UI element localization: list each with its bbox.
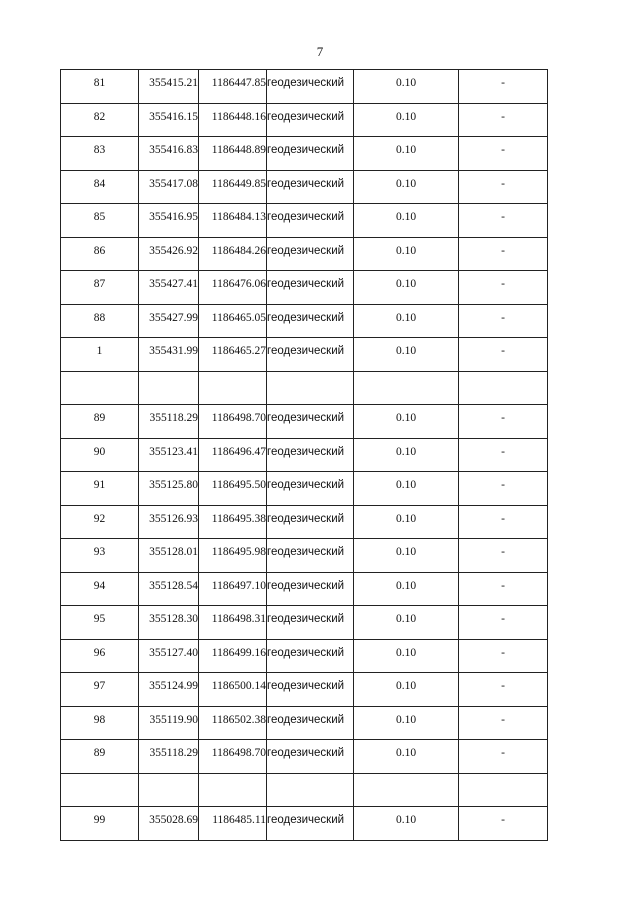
table-row (61, 237, 548, 271)
point-number-cell: 81 (61, 70, 139, 104)
table-row (61, 405, 548, 439)
x-coordinate-cell: 355128.54 (139, 572, 199, 606)
point-number-cell: 84 (61, 170, 139, 204)
point-number-cell: 90 (61, 438, 139, 472)
description-cell: - (459, 103, 548, 137)
x-coordinate-cell: 355128.30 (139, 606, 199, 640)
y-coordinate-cell: 1186484.13 (199, 204, 267, 238)
method-cell: геодезический (267, 539, 354, 573)
point-number-cell: 82 (61, 103, 139, 137)
description-cell: - (459, 204, 548, 238)
point-number-cell: 98 (61, 706, 139, 740)
accuracy-cell: 0.10 (354, 807, 459, 841)
accuracy-cell: 0.10 (354, 70, 459, 104)
y-coordinate-cell: 1186495.98 (199, 539, 267, 573)
method-cell: геодезический (267, 170, 354, 204)
description-cell: - (459, 706, 548, 740)
table-row (61, 204, 548, 238)
coordinates-table (60, 69, 548, 841)
table-row (61, 807, 548, 841)
point-number-cell: 93 (61, 539, 139, 573)
description-cell: - (459, 237, 548, 271)
x-coordinate-cell: 355127.40 (139, 639, 199, 673)
method-cell: геодезический (267, 606, 354, 640)
y-coordinate-cell: 1186500.14 (199, 673, 267, 707)
description-cell: - (459, 673, 548, 707)
y-coordinate-cell: 1186497.10 (199, 572, 267, 606)
x-coordinate-cell: 355118.29 (139, 405, 199, 439)
table-row (61, 539, 548, 573)
description-cell: - (459, 740, 548, 774)
method-cell: геодезический (267, 438, 354, 472)
accuracy-cell: 0.10 (354, 639, 459, 673)
y-coordinate-cell: 1186448.16 (199, 103, 267, 137)
table-row (61, 304, 548, 338)
description-cell: - (459, 807, 548, 841)
point-number-cell: 95 (61, 606, 139, 640)
accuracy-cell: 0.10 (354, 572, 459, 606)
table-row (61, 472, 548, 506)
table-row (61, 170, 548, 204)
y-coordinate-cell: 1186465.05 (199, 304, 267, 338)
y-coordinate-cell: 1186498.70 (199, 405, 267, 439)
y-coordinate-cell: 1186495.50 (199, 472, 267, 506)
table-row (61, 438, 548, 472)
x-coordinate-cell: 355417.08 (139, 170, 199, 204)
table-row (61, 338, 548, 372)
point-number-cell: 94 (61, 572, 139, 606)
description-cell: - (459, 572, 548, 606)
accuracy-cell (354, 773, 459, 807)
method-cell: геодезический (267, 271, 354, 305)
table-row (61, 673, 548, 707)
y-coordinate-cell: 1186498.31 (199, 606, 267, 640)
accuracy-cell: 0.10 (354, 204, 459, 238)
description-cell: - (459, 639, 548, 673)
method-cell: геодезический (267, 740, 354, 774)
table-row (61, 706, 548, 740)
table-row (61, 639, 548, 673)
x-coordinate-cell: 355416.15 (139, 103, 199, 137)
method-cell (267, 773, 354, 807)
x-coordinate-cell (139, 371, 199, 405)
point-number-cell: 89 (61, 740, 139, 774)
y-coordinate-cell: 1186496.47 (199, 438, 267, 472)
x-coordinate-cell: 355426.92 (139, 237, 199, 271)
y-coordinate-cell: 1186448.89 (199, 137, 267, 171)
table-row (61, 773, 548, 807)
x-coordinate-cell: 355124.99 (139, 673, 199, 707)
x-coordinate-cell: 355427.41 (139, 271, 199, 305)
y-coordinate-cell: 1186498.70 (199, 740, 267, 774)
x-coordinate-cell: 355416.95 (139, 204, 199, 238)
method-cell: геодезический (267, 472, 354, 506)
accuracy-cell: 0.10 (354, 472, 459, 506)
description-cell: - (459, 405, 548, 439)
method-cell: геодезический (267, 505, 354, 539)
accuracy-cell: 0.10 (354, 505, 459, 539)
accuracy-cell: 0.10 (354, 170, 459, 204)
x-coordinate-cell: 355126.93 (139, 505, 199, 539)
accuracy-cell: 0.10 (354, 673, 459, 707)
method-cell: геодезический (267, 706, 354, 740)
x-coordinate-cell: 355416.83 (139, 137, 199, 171)
y-coordinate-cell: 1186447.85 (199, 70, 267, 104)
accuracy-cell: 0.10 (354, 706, 459, 740)
method-cell: геодезический (267, 304, 354, 338)
coordinates-table-body (61, 70, 548, 841)
point-number-cell (61, 371, 139, 405)
accuracy-cell: 0.10 (354, 405, 459, 439)
description-cell: - (459, 137, 548, 171)
point-number-cell: 92 (61, 505, 139, 539)
accuracy-cell: 0.10 (354, 539, 459, 573)
x-coordinate-cell: 355028.69 (139, 807, 199, 841)
accuracy-cell: 0.10 (354, 606, 459, 640)
accuracy-cell: 0.10 (354, 304, 459, 338)
point-number-cell: 97 (61, 673, 139, 707)
point-number-cell: 96 (61, 639, 139, 673)
accuracy-cell: 0.10 (354, 740, 459, 774)
y-coordinate-cell: 1186465.27 (199, 338, 267, 372)
method-cell: геодезический (267, 204, 354, 238)
description-cell: - (459, 606, 548, 640)
table-row (61, 271, 548, 305)
description-cell: - (459, 438, 548, 472)
method-cell: геодезический (267, 338, 354, 372)
method-cell: геодезический (267, 807, 354, 841)
accuracy-cell (354, 371, 459, 405)
x-coordinate-cell: 355119.90 (139, 706, 199, 740)
method-cell: геодезический (267, 572, 354, 606)
x-coordinate-cell: 355427.99 (139, 304, 199, 338)
accuracy-cell: 0.10 (354, 237, 459, 271)
point-number-cell: 86 (61, 237, 139, 271)
y-coordinate-cell: 1186485.11 (199, 807, 267, 841)
table-row (61, 103, 548, 137)
accuracy-cell: 0.10 (354, 137, 459, 171)
point-number-cell: 83 (61, 137, 139, 171)
method-cell: геодезический (267, 639, 354, 673)
point-number-cell: 99 (61, 807, 139, 841)
accuracy-cell: 0.10 (354, 271, 459, 305)
method-cell: геодезический (267, 70, 354, 104)
y-coordinate-cell: 1186495.38 (199, 505, 267, 539)
table-row (61, 740, 548, 774)
y-coordinate-cell: 1186499.16 (199, 639, 267, 673)
description-cell: - (459, 338, 548, 372)
page-number: 7 (316, 44, 324, 59)
point-number-cell (61, 773, 139, 807)
x-coordinate-cell (139, 773, 199, 807)
x-coordinate-cell: 355431.99 (139, 338, 199, 372)
accuracy-cell: 0.10 (354, 103, 459, 137)
accuracy-cell: 0.10 (354, 338, 459, 372)
point-number-cell: 89 (61, 405, 139, 439)
point-number-cell: 85 (61, 204, 139, 238)
y-coordinate-cell: 1186476.06 (199, 271, 267, 305)
description-cell: - (459, 271, 548, 305)
y-coordinate-cell: 1186484.26 (199, 237, 267, 271)
point-number-cell: 88 (61, 304, 139, 338)
table-row (61, 572, 548, 606)
description-cell (459, 773, 548, 807)
table-row (61, 371, 548, 405)
method-cell: геодезический (267, 103, 354, 137)
method-cell: геодезический (267, 137, 354, 171)
y-coordinate-cell: 1186502.38 (199, 706, 267, 740)
y-coordinate-cell: 1186449.85 (199, 170, 267, 204)
description-cell: - (459, 170, 548, 204)
description-cell: - (459, 304, 548, 338)
y-coordinate-cell (199, 773, 267, 807)
table-row (61, 505, 548, 539)
table-row (61, 70, 548, 104)
description-cell: - (459, 472, 548, 506)
description-cell: - (459, 70, 548, 104)
y-coordinate-cell (199, 371, 267, 405)
point-number-cell: 1 (61, 338, 139, 372)
method-cell: геодезический (267, 405, 354, 439)
description-cell: - (459, 505, 548, 539)
method-cell (267, 371, 354, 405)
point-number-cell: 87 (61, 271, 139, 305)
accuracy-cell: 0.10 (354, 438, 459, 472)
x-coordinate-cell: 355128.01 (139, 539, 199, 573)
method-cell: геодезический (267, 237, 354, 271)
description-cell: - (459, 539, 548, 573)
x-coordinate-cell: 355415.21 (139, 70, 199, 104)
table-row (61, 606, 548, 640)
x-coordinate-cell: 355125.80 (139, 472, 199, 506)
table-row (61, 137, 548, 171)
x-coordinate-cell: 355118.29 (139, 740, 199, 774)
x-coordinate-cell: 355123.41 (139, 438, 199, 472)
method-cell: геодезический (267, 673, 354, 707)
description-cell (459, 371, 548, 405)
point-number-cell: 91 (61, 472, 139, 506)
